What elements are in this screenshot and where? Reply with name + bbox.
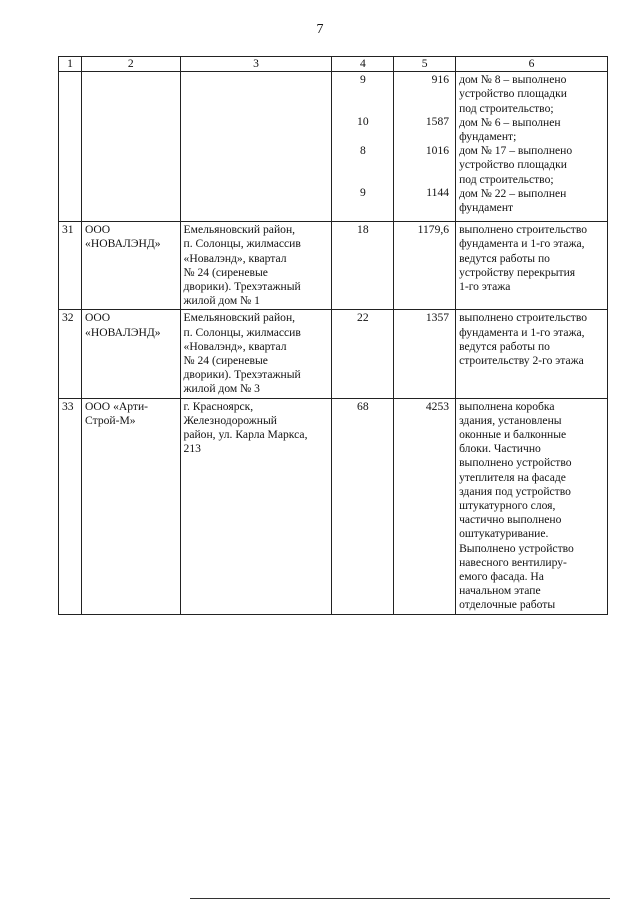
status-line: начальном этапе: [459, 584, 541, 598]
table-header-row: [59, 57, 608, 72]
address-line: жилой дом № 3: [183, 382, 260, 396]
col5-value: 1144: [426, 185, 450, 199]
status-line: фундамент: [459, 201, 514, 215]
status-line: утеплителя на фасаде: [459, 470, 566, 484]
address-cell: [180, 72, 332, 222]
col4-value: 9: [359, 73, 366, 87]
status-line: под строительство;: [459, 101, 554, 115]
table-row-32: [59, 310, 608, 398]
address-line: № 24 (сиреневые: [183, 354, 268, 368]
organization-cell: [82, 72, 180, 222]
status-line: дом № 6 – выполнен: [459, 115, 561, 129]
organization-line: «НОВАЛЭНД»: [85, 325, 161, 339]
status-line: 1-го этажа: [459, 280, 511, 294]
status-cell: [456, 72, 608, 222]
status-cell: [456, 222, 608, 310]
header-cell: 5: [394, 57, 456, 72]
status-line: устройство площадки: [459, 158, 567, 172]
status-line: фундамент;: [459, 130, 517, 144]
status-line: емого фасада. На: [459, 570, 544, 584]
page-number: 7: [316, 22, 324, 37]
status-cell: [456, 310, 608, 398]
organization-line: ООО: [85, 223, 111, 237]
status-line: навесного вентилиру-: [459, 555, 567, 569]
col4-cell: [332, 72, 394, 222]
col4-value: 8: [359, 143, 366, 157]
status-line: выполнено строительство: [459, 311, 588, 325]
header-cell: 1: [59, 57, 82, 72]
address-line: Емельяновский район,: [183, 223, 296, 237]
status-cell: [456, 398, 608, 614]
status-line: Выполнено устройство: [459, 541, 574, 555]
address-line: дворики). Трехэтажный: [183, 368, 301, 382]
status-line: дом № 8 – выполнено: [459, 73, 567, 87]
row-number-cell: [59, 72, 82, 222]
col4-value: 10: [357, 115, 369, 129]
col4-cell: 18: [332, 222, 394, 310]
address-cell: [180, 310, 332, 398]
col5-value: 1587: [425, 115, 450, 129]
organization-cell: [82, 222, 180, 310]
col4-cell: 22: [332, 310, 394, 398]
table-row-33: [59, 398, 608, 614]
header-cell: 4: [332, 57, 394, 72]
organization-line: Строй-М»: [85, 413, 136, 427]
status-line: выполнено устройство: [459, 456, 572, 470]
status-line: устройство площадки: [459, 87, 567, 101]
table-row-31: [59, 222, 608, 310]
status-line: выполнена коробка: [459, 399, 555, 413]
row-number-cell: 32: [59, 310, 82, 398]
col4-value: 9: [359, 185, 366, 199]
header-cell: 6: [456, 57, 608, 72]
status-line: дом № 17 – выполнено: [459, 144, 573, 158]
table-row-continuation: [59, 72, 608, 222]
address-line: г. Красноярск,: [183, 399, 254, 413]
status-line: ведутся работы по: [459, 251, 550, 265]
status-line: фундамента и 1-го этажа,: [459, 325, 585, 339]
col5-cell: 1179,6: [394, 222, 456, 310]
organization-line: ООО «Арти-: [85, 399, 149, 413]
address-line: район, ул. Карла Маркса,: [183, 428, 308, 442]
status-line: выполнено строительство: [459, 223, 588, 237]
status-line: оштукатуривание.: [459, 527, 549, 541]
scan-edge-line: [190, 898, 610, 899]
header-cell: 3: [180, 57, 332, 72]
col5-cell: [394, 72, 456, 222]
address-line: Емельяновский район,: [183, 311, 296, 325]
status-line: частично выполнено: [459, 513, 562, 527]
organization-line: ООО: [85, 311, 111, 325]
address-cell: [180, 398, 332, 614]
address-line: 213: [183, 442, 201, 456]
status-line: отделочные работы: [459, 598, 556, 612]
row-number-cell: 33: [59, 398, 82, 614]
status-line: ведутся работы по: [459, 339, 550, 353]
status-line: под строительство;: [459, 172, 554, 186]
construction-table: [58, 56, 608, 615]
organization-cell: [82, 310, 180, 398]
status-line: фундамента и 1-го этажа,: [459, 237, 585, 251]
organization-cell: [82, 398, 180, 614]
status-line: дом № 22 – выполнен: [459, 186, 567, 200]
status-line: оконные и балконные: [459, 428, 567, 442]
address-line: Железнодорожный: [183, 413, 278, 427]
address-line: дворики). Трехэтажный: [183, 280, 301, 294]
header-cell: 2: [82, 57, 180, 72]
address-cell: [180, 222, 332, 310]
status-line: здания, установлены: [459, 413, 562, 427]
col5-cell: 1357: [394, 310, 456, 398]
address-line: «Новалэнд», квартал: [183, 339, 287, 353]
col4-cell: 68: [332, 398, 394, 614]
address-line: № 24 (сиреневые: [183, 265, 268, 279]
address-line: п. Солонцы, жилмассив: [183, 325, 301, 339]
organization-line: «НОВАЛЭНД»: [85, 237, 161, 251]
col5-cell: 4253: [394, 398, 456, 614]
address-line: жилой дом № 1: [183, 294, 260, 308]
row-number-cell: 31: [59, 222, 82, 310]
address-line: п. Солонцы, жилмассив: [183, 237, 301, 251]
address-line: «Новалэнд», квартал: [183, 251, 287, 265]
status-line: штукатурного слоя,: [459, 499, 556, 513]
status-line: блоки. Частично: [459, 442, 541, 456]
status-line: устройству перекрытия: [459, 265, 576, 279]
col5-value: 1016: [425, 143, 450, 157]
status-line: здания под устройство: [459, 484, 571, 498]
col5-value: 916: [431, 73, 450, 87]
status-line: строительству 2-го этажа: [459, 354, 584, 368]
